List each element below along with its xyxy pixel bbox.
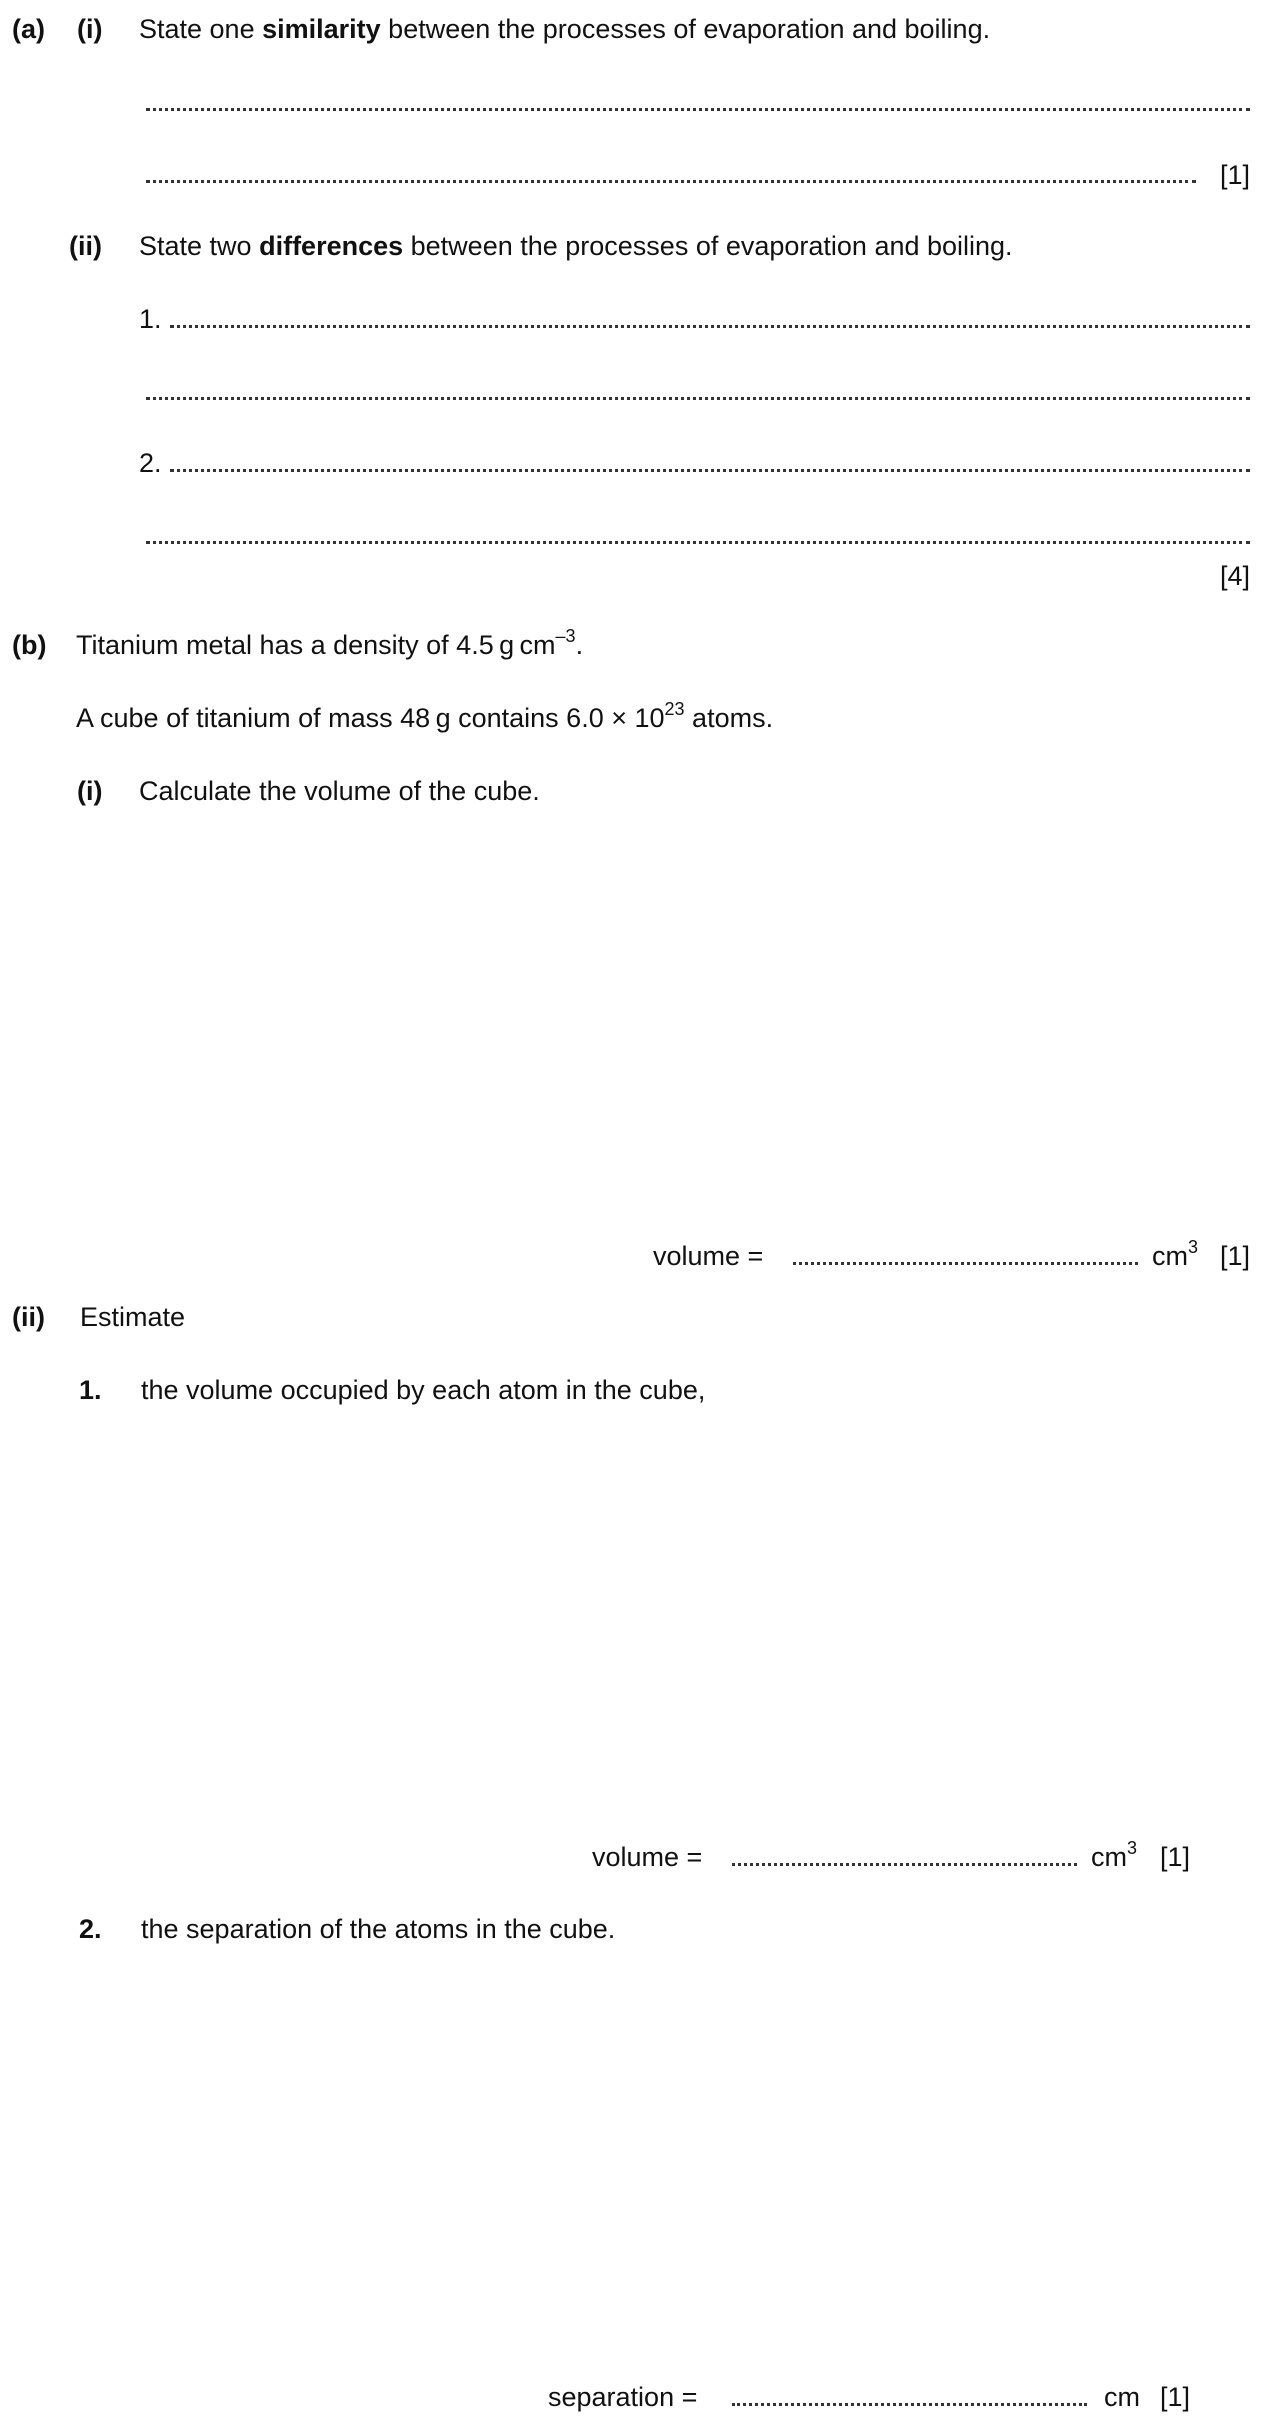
marks: [1] <box>1220 160 1251 190</box>
question-emphasis: similarity <box>262 14 381 44</box>
part-b-cube-statement <box>76 699 774 733</box>
answer-line[interactable] <box>732 1863 1077 1866</box>
part-b-density-statement <box>76 626 584 660</box>
answer-line[interactable] <box>170 325 1250 328</box>
answer-label: volume = <box>653 1241 764 1271</box>
question-text: between the processes of evaporation and boiling. <box>380 14 991 44</box>
answer-line[interactable] <box>732 2403 1087 2406</box>
part-b-ii-1-question: the volume occupied by each atom in the cube, <box>141 1375 706 1405</box>
unit <box>1152 1237 1199 1271</box>
item-number: 2. <box>139 448 162 478</box>
part-a-ii-label: (ii) <box>69 231 102 261</box>
part-b-i-label: (i) <box>77 776 103 806</box>
part-a-label: (a) <box>12 14 45 44</box>
part-a-i-label: (i) <box>77 14 103 44</box>
statement-text: . <box>575 630 584 660</box>
superscript: 3 <box>1188 1237 1199 1257</box>
marks: [4] <box>1220 561 1251 591</box>
statement-text: atoms. <box>684 703 774 733</box>
marks: [1] <box>1220 1241 1251 1271</box>
answer-line[interactable] <box>793 1262 1138 1265</box>
answer-line[interactable] <box>146 541 1250 544</box>
question-text: between the processes of evaporation and boiling. <box>403 231 1013 261</box>
part-b-ii-question: Estimate <box>80 1302 186 1332</box>
item-number: 1. <box>79 1375 102 1405</box>
part-b-ii-2-question: the separation of the atoms in the cube. <box>141 1914 616 1944</box>
superscript: 23 <box>664 699 685 719</box>
marks: [1] <box>1160 2382 1191 2412</box>
part-b-i-question: Calculate the volume of the cube. <box>139 776 540 806</box>
part-b-label: (b) <box>12 630 47 660</box>
unit-text: cm <box>1152 1241 1188 1271</box>
question-text: State two <box>139 231 260 261</box>
answer-line[interactable] <box>170 469 1250 472</box>
statement-text: A cube of titanium of mass 48 g contains 6.0 × 10 <box>76 703 665 733</box>
item-number: 2. <box>79 1914 102 1944</box>
statement-text: Titanium metal has a density of 4.5 g cm <box>76 630 556 660</box>
superscript: 3 <box>1127 1838 1138 1858</box>
part-a-i-question <box>139 16 990 43</box>
unit <box>1091 1838 1138 1872</box>
question-emphasis: differences <box>259 231 404 261</box>
marks: [1] <box>1160 1842 1191 1872</box>
part-b-ii-label: (ii) <box>12 1302 45 1332</box>
answer-label: separation = <box>548 2382 698 2412</box>
unit: cm <box>1104 2382 1140 2412</box>
answer-line[interactable] <box>146 180 1196 183</box>
answer-line[interactable] <box>146 108 1250 111</box>
answer-line[interactable] <box>146 397 1250 400</box>
answer-label: volume = <box>592 1842 703 1872</box>
unit-text: cm <box>1091 1842 1127 1872</box>
question-text: State one <box>139 14 263 44</box>
item-number: 1. <box>139 304 162 334</box>
part-a-ii-question <box>139 233 1013 260</box>
superscript: –3 <box>555 626 576 646</box>
